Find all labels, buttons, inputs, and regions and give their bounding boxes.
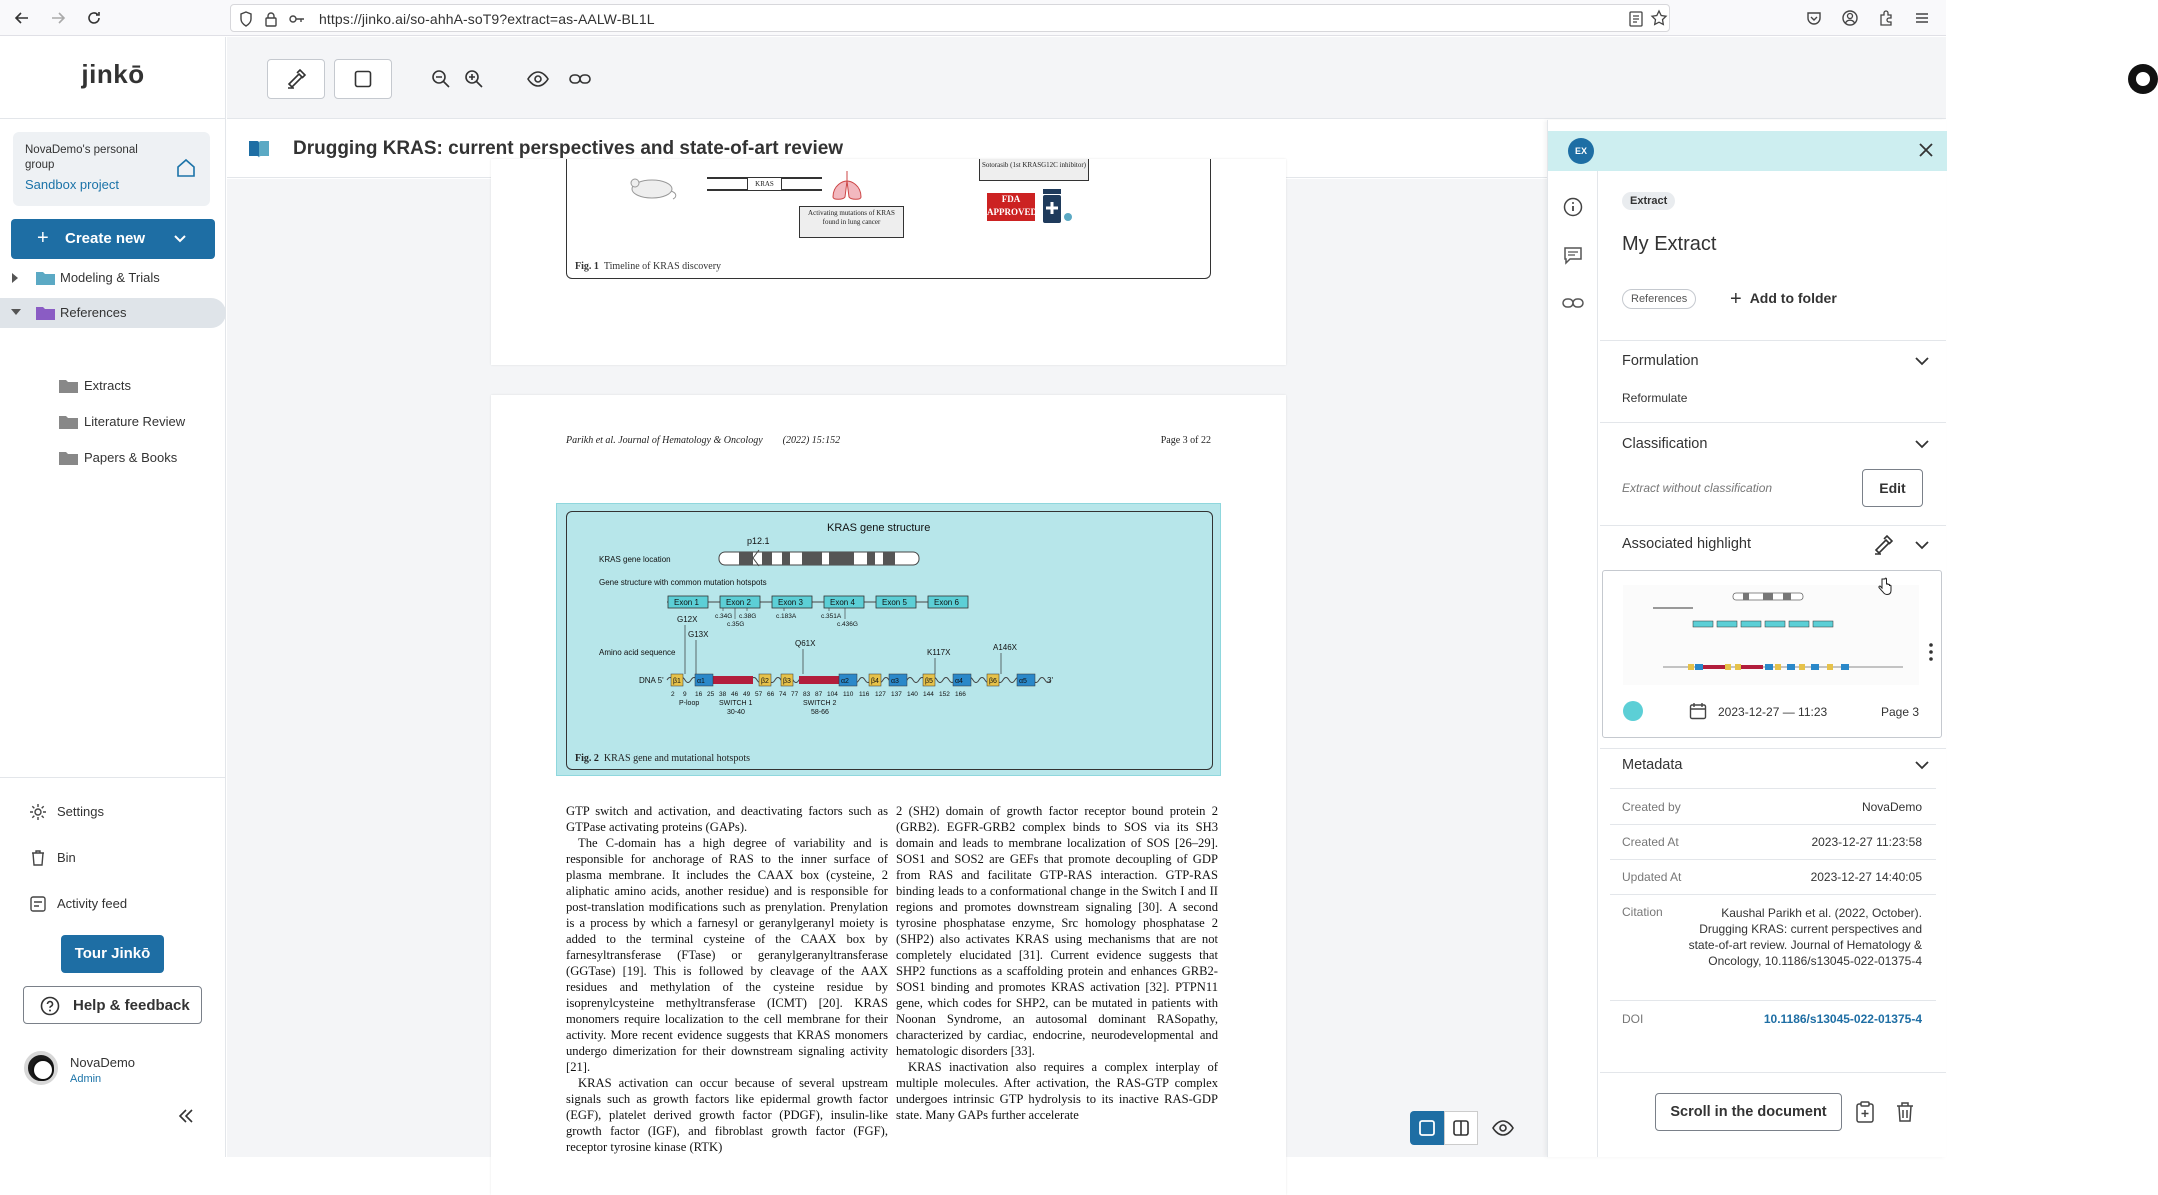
extract-title[interactable]: My Extract: [1622, 233, 1717, 255]
highlight-page: Page 3: [1881, 705, 1920, 719]
position-label: 116: [859, 691, 870, 698]
position-label: 38: [719, 691, 727, 698]
pocket-icon[interactable]: [1804, 8, 1824, 28]
position-label: 9: [683, 691, 687, 698]
edit-classification-button[interactable]: Edit: [1862, 469, 1923, 507]
dna-strand-right: [782, 177, 822, 191]
more-vertical-icon[interactable]: [1929, 643, 1933, 661]
project-name[interactable]: Sandbox project: [25, 177, 119, 192]
calendar-icon: [1689, 702, 1707, 720]
tour-jinko-button[interactable]: Tour Jinkō: [61, 935, 164, 973]
position-label: 2: [671, 691, 675, 698]
meta-key-doi: DOI: [1622, 1012, 1644, 1026]
divider: [1610, 788, 1936, 789]
paragraph: GTP switch and activation, and deactivating factors such as GTPase activating proteins (GAPs).: [566, 804, 888, 834]
mutation-label-group: [715, 608, 858, 628]
amino-acid-label: Amino acid sequence: [599, 648, 676, 657]
shield-icon: [239, 11, 253, 27]
tree-item-modeling-trials[interactable]: [0, 263, 226, 293]
copy-clipboard-icon[interactable]: [1855, 1101, 1875, 1123]
position-label: 57: [755, 691, 763, 698]
tree-item-label: Modeling & Trials: [60, 270, 160, 285]
divider: [1600, 422, 1946, 423]
split-view-icon[interactable]: [1444, 1111, 1478, 1145]
divider: [1610, 894, 1936, 895]
mouse-cursor-icon: [1878, 578, 1892, 596]
browser-toolbar: [0, 0, 1946, 36]
tree-item-label: Extracts: [84, 378, 131, 393]
home-icon[interactable]: [175, 157, 197, 179]
workspace-name: NovaDemo's personal group: [25, 144, 138, 171]
eye-icon[interactable]: [1486, 1111, 1520, 1145]
sotorasib-box: Sotorasib (1st KRASG12C inhibitor): [979, 159, 1089, 181]
extract-type-tag: Extract: [1622, 192, 1675, 210]
highlight-color-dot: [1623, 701, 1643, 721]
divider: [1600, 1072, 1946, 1073]
domain-label: β1: [673, 678, 681, 685]
mutation-label: c.38G: [739, 613, 757, 620]
bookmark-star-icon[interactable]: [1651, 10, 1667, 26]
folder-tag[interactable]: References: [1622, 289, 1696, 309]
figure-1: [566, 159, 1211, 279]
trash-icon: [29, 849, 47, 867]
caret-down-icon[interactable]: [11, 308, 21, 316]
domain-label: β2: [761, 678, 769, 685]
exon-label: Exon 6: [934, 598, 959, 607]
lock-icon: [265, 11, 277, 27]
workspace-switcher[interactable]: [13, 132, 210, 206]
domain-label: β6: [989, 678, 997, 685]
domain-label: α3: [891, 678, 899, 685]
meta-value-citation: Kaushal Parikh et al. (2022, October). Drugging KRAS: current perspectives and state-of-art review. Journal of Hematology & Oncology, 10.1186/s13045-022-01375-4: [1688, 906, 1922, 968]
hotspot-label: Q61X: [795, 639, 816, 648]
text-column-left: [566, 803, 888, 1155]
position-label: 104: [827, 691, 838, 698]
chevron-down-icon[interactable]: [1914, 540, 1930, 550]
tree-item-label: References: [60, 305, 127, 320]
position-group: [671, 691, 966, 698]
figure-2: [566, 511, 1213, 770]
gene-location-label: KRAS gene location: [599, 555, 671, 564]
switch-2-label: SWITCH 2: [803, 700, 837, 707]
domain-label: α4: [955, 678, 963, 685]
menu-icon[interactable]: [1912, 8, 1932, 28]
mutation-label: c.35G: [727, 621, 745, 628]
info-icon[interactable]: [1561, 195, 1585, 219]
bin-label: Bin: [57, 850, 76, 865]
help-feedback-button[interactable]: [23, 986, 202, 1024]
paragraph: KRAS inactivation also requires a complex interplay of multiple molecules. After activation, the RAS-GTP complex undergoes intrinsic GTP hydrolysis to its inactive RAS-GDP state. Many GAPs further accelerate: [896, 1060, 1218, 1122]
activity-feed-label: Activity feed: [57, 896, 128, 911]
dna-5-label: DNA 5': [639, 676, 664, 685]
chevron-down-icon[interactable]: [171, 229, 189, 247]
highlight-tool-button[interactable]: [267, 59, 325, 99]
highlighter-icon: [285, 68, 307, 90]
position-label: 74: [779, 691, 787, 698]
eye-icon[interactable]: [527, 68, 549, 90]
position-label: 49: [743, 691, 751, 698]
position-label: 140: [907, 691, 918, 698]
mutation-label: c.34G: [715, 613, 733, 620]
associated-highlight-title: Associated highlight: [1622, 536, 1751, 552]
mutation-label: c.436G: [837, 621, 858, 628]
address-bar[interactable]: [230, 4, 1670, 32]
forward-icon[interactable]: [46, 6, 70, 30]
document-icon: [247, 138, 271, 160]
page-header-page: Page 3 of 22: [1160, 435, 1211, 446]
divider: [1600, 525, 1946, 526]
zoom-out-icon[interactable]: [430, 68, 452, 90]
add-to-folder-button[interactable]: [1730, 286, 1837, 309]
mutation-label: c.183A: [776, 613, 797, 620]
tree-item-papers-books[interactable]: [0, 443, 226, 473]
domain-label: α5: [1019, 678, 1027, 685]
exon-label: Exon 1: [674, 598, 699, 607]
exon-label: Exon 3: [778, 598, 803, 607]
exon-label: Exon 5: [882, 598, 907, 607]
switch-1-range: 30-40: [727, 709, 745, 716]
panel-header: [1548, 131, 1947, 171]
divider: [1600, 748, 1946, 749]
domain-label: β5: [925, 678, 933, 685]
help-icon: [40, 996, 60, 1016]
position-label: 77: [791, 691, 799, 698]
paragraph: The C-domain has a high degree of variability and is responsible for anchorage of RAS to the inner surface of plasma membrane. It includes the CAAX box (cysteine, 2 aliphatic amino acids, another residue) and is responsible for post-translation modifications such as prenylation. Prenylation is a process by which a farnesyl or geranylgeranyl moiety is added to the terminal cysteine of the CAAX box by farnesyltransferase (FTase) or geranylgeranyltransferase (GGTase) [19]. This is followed by cleavage of the AAX residues and methylation of the cysteine residue by isoprenylcysteine methyltransferase (ICMT) [20]. KRAS monomers require localization to the cell membrane for their activity. More recent evidence suggests that KRAS monomers undergo dimerization for their downstream signaling activity [21].: [566, 836, 888, 1074]
create-new-label: Create new: [65, 230, 146, 247]
tree-item-literature-review[interactable]: [0, 407, 226, 437]
position-label: 127: [875, 691, 886, 698]
position-label: 25: [707, 691, 715, 698]
tree-item-label: Literature Review: [84, 414, 186, 429]
meta-value-created-by: NovaDemo: [1861, 800, 1922, 814]
document-title: Drugging KRAS: current perspectives and state-of-art review: [293, 138, 844, 159]
zoom-in-icon[interactable]: [463, 68, 485, 90]
hotspot-label: K117X: [927, 648, 951, 657]
domain-label: α1: [697, 678, 705, 685]
scroll-in-document-button[interactable]: Scroll in the document: [1655, 1093, 1842, 1131]
p-loop-label: P-loop: [679, 700, 700, 707]
key-icon: [289, 12, 305, 26]
position-label: 166: [955, 691, 966, 698]
mutation-label: c.351A: [821, 613, 842, 620]
hotspot-label: G13X: [688, 630, 709, 639]
switch-2-range: 58-66: [811, 709, 829, 716]
collapse-sidebar-icon[interactable]: [178, 1109, 194, 1123]
figure-2-caption: [575, 753, 750, 764]
classification-empty: Extract without classification: [1622, 481, 1773, 495]
formulation-section-title[interactable]: Formulation: [1622, 353, 1699, 369]
divider: [1610, 1000, 1936, 1001]
position-label: 110: [843, 691, 854, 698]
highlight-date: 2023-12-27 — 11:23: [1718, 705, 1828, 719]
domain-label: β4: [871, 678, 879, 685]
account-icon[interactable]: [1840, 8, 1860, 28]
position-label: 83: [803, 691, 811, 698]
exon-label: Exon 2: [726, 598, 751, 607]
position-label: 152: [939, 691, 950, 698]
switch-1-label: SWITCH 1: [719, 700, 753, 707]
position-label: 87: [815, 691, 823, 698]
lung-illustration: [829, 171, 865, 201]
mouse-illustration: [627, 175, 677, 201]
lung-mutation-box: Activating mutations of KRAS found in lung cancer: [799, 206, 904, 238]
fda-approved-stamp: FDA APPROVED: [987, 193, 1035, 221]
divider: [1610, 824, 1936, 825]
folder-icon: [36, 270, 55, 285]
meta-key-updated-at: Updated At: [1622, 870, 1682, 884]
pdf-page: [491, 395, 1286, 1195]
extensions-icon[interactable]: [1876, 8, 1896, 28]
meta-value-updated-at: 2023-12-27 14:40:05: [1810, 870, 1922, 884]
metadata-section-title[interactable]: Metadata: [1622, 757, 1683, 773]
viewer-toolbar: [227, 37, 1946, 119]
reload-icon[interactable]: [82, 6, 106, 30]
chromosome: [719, 550, 919, 566]
chevron-down-icon[interactable]: [1914, 760, 1930, 770]
figure-number: Fig. 1: [575, 261, 599, 272]
paragraph: KRAS activation can occur because of several upstream signals such as growth factors like epidermal growth factor (EGF), platelet derived growth factor (PDGF), insulin-like growth factor (IGF), and fibroblast growth factor (FGF), receptor tyrosine kinase (RTK): [566, 1076, 888, 1154]
position-label: 66: [767, 691, 775, 698]
tree-item-label: Papers & Books: [84, 450, 178, 465]
doi-link[interactable]: 10.1186/s13045-022-01375-4: [1763, 1012, 1922, 1026]
text-column-right: [896, 803, 1218, 1123]
help-label: Help & feedback: [73, 997, 190, 1014]
jinko-logo[interactable]: jinkō: [81, 59, 145, 89]
gene-structure-label: Gene structure with common mutation hotspots: [599, 578, 767, 587]
kras-box: KRAS: [747, 177, 782, 191]
create-new-button[interactable]: [11, 219, 215, 259]
pdf-page: [491, 159, 1286, 365]
folder-icon: [59, 414, 78, 429]
single-page-view-icon[interactable]: [1410, 1111, 1444, 1145]
sidebar: [0, 37, 226, 1157]
folder-open-icon: [36, 305, 55, 320]
profile-avatar[interactable]: [2128, 64, 2158, 94]
position-label: 137: [891, 691, 902, 698]
position-label: 144: [923, 691, 934, 698]
position-label: 46: [731, 691, 739, 698]
meta-value-created-at: 2023-12-27 11:23:58: [1811, 835, 1922, 849]
tree-item-extracts[interactable]: [0, 371, 226, 401]
back-icon[interactable]: [10, 6, 34, 30]
domain-label: β3: [783, 678, 791, 685]
figure-number: Fig. 2: [575, 753, 599, 764]
tree-item-references[interactable]: [0, 298, 226, 328]
link-icon[interactable]: [569, 68, 591, 90]
reader-view-icon[interactable]: [1629, 11, 1643, 27]
meta-key-created-by: Created by: [1622, 800, 1681, 814]
hotspot-label: G12X: [677, 615, 698, 624]
switch-1-region: [713, 676, 753, 684]
exon-label: Exon 4: [830, 598, 855, 607]
plus-icon: +: [1730, 288, 1742, 310]
document-viewer[interactable]: [227, 161, 1547, 1157]
user-avatar[interactable]: [24, 1051, 58, 1085]
extract-badge: EX: [1568, 138, 1594, 164]
square-icon: [354, 70, 372, 88]
dna-3-label: 3': [1047, 676, 1053, 685]
highlighter-icon[interactable]: [1872, 534, 1894, 556]
divider: [0, 777, 226, 778]
area-select-button[interactable]: [334, 59, 392, 99]
add-to-folder-label: Add to folder: [1749, 290, 1837, 306]
activity-icon: [29, 895, 47, 913]
dna-strand-left: [707, 177, 747, 191]
trash-icon[interactable]: [1895, 1101, 1915, 1123]
switch-2-region: [799, 676, 839, 684]
kras-gene-structure-diagram: [567, 512, 1214, 771]
thumbnail-diagram: [1623, 585, 1919, 685]
reformulate-link[interactable]: Reformulate: [1622, 391, 1688, 405]
chevron-down-icon[interactable]: [1914, 439, 1930, 449]
hotspot-label: A146X: [993, 643, 1018, 652]
close-icon[interactable]: [1918, 142, 1934, 158]
url-text: https://jinko.ai/so-ahhA-soT9?extract=as-AALW-BL1L: [319, 11, 655, 27]
domain-label: α2: [841, 678, 849, 685]
settings-label: Settings: [57, 804, 104, 819]
page-header-journal: Parikh et al. Journal of Hematology & Oncology (2022) 15:152: [566, 435, 841, 446]
divider: [1600, 340, 1946, 341]
user-name: NovaDemo: [70, 1055, 136, 1070]
comment-icon[interactable]: [1561, 243, 1585, 267]
figure-2-title: KRAS gene structure: [827, 522, 931, 534]
plus-icon: +: [37, 227, 49, 249]
band-label: p12.1: [747, 536, 770, 546]
figure-caption-text: KRAS gene and mutational hotspots: [603, 753, 750, 764]
panel-rail: [1548, 171, 1598, 1157]
meta-key-citation: Citation: [1622, 905, 1663, 919]
chevron-down-icon[interactable]: [1914, 356, 1930, 366]
figure-caption-text: Timeline of KRAS discovery: [603, 261, 722, 272]
figure-2-highlight[interactable]: [556, 503, 1221, 776]
highlight-thumbnail: [1623, 585, 1919, 685]
folder-icon: [59, 378, 78, 393]
folder-icon: [59, 450, 78, 465]
user-role: Admin: [70, 1073, 102, 1085]
meta-key-created-at: Created At: [1622, 835, 1679, 849]
gear-icon: [29, 803, 47, 821]
divider: [1610, 859, 1936, 860]
caret-right-icon[interactable]: [11, 273, 19, 283]
classification-section-title[interactable]: Classification: [1622, 436, 1708, 452]
position-label: 16: [695, 691, 703, 698]
link-icon[interactable]: [1561, 291, 1585, 315]
figure-1-caption: [575, 261, 721, 272]
divider: [0, 118, 226, 119]
paragraph: 2 (SH2) domain of growth factor receptor bound protein 2 (GRB2). EGFR-GRB2 complex binds to SOS via its SH3 domain and leads to membrane localization of SOS [26–29]. SOS1 and SOS2 are GEFs that promote decoupling of GDP from RAS and facilitate GTP-RAS interaction. GTP-RAS binding leads to a conformational change in the Switch I and II regions and promotes downstream signaling [30]. A second tyrosine phosphatase enzyme, Src homology phosphatase 2 (SHP2) also activates KRAS using mechanisms that are not completely elucidated [31]. Current evidence suggests that SHP2 functions as a scaffolding protein and enhances GRB2-SOS1 binding and promotes KRAS activation [32]. PTPN11 gene, which codes for SHP2, can be mutated in patients with Noonan Syndrome, an autosomal dominant RASopathy, characterized by cardiac, endocrine, neurodevelopmental and hematologic disorders [33].: [896, 804, 1218, 1058]
drug-bottle-illustration: [1039, 189, 1075, 225]
